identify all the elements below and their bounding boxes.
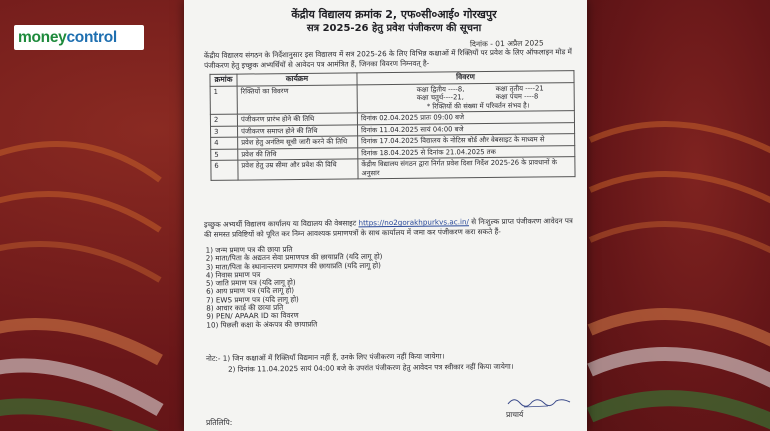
- row-details: दिनांक 18.04.2025 से दिनांक 21.04.2025 तक: [358, 145, 575, 159]
- row-program: प्रवेश हेतु अनंतिम सूची जारी करने की तिथि: [238, 136, 358, 149]
- decorative-tricolor-swirl-left: [0, 40, 200, 431]
- list-item: 4) निवास प्रमाण पत्र: [205, 269, 261, 280]
- schedule-table: [209, 70, 575, 181]
- row-program: प्रवेश हेतु उम्र सीमा और प्रवेश की विधि: [238, 159, 358, 180]
- list-item: 6) आय प्रमाण पत्र (यदि लागू हो): [205, 286, 295, 297]
- list-item: 10) पिछली कक्षा के अंकपत्र की छायाप्रति: [206, 319, 318, 330]
- list-item: 3) माता/पिता के स्थानान्तरण प्रमाणपत्र की छायाप्रति (यदि लागू हो): [205, 260, 381, 272]
- copy-to-label: प्रतिलिपि:: [206, 418, 233, 427]
- row-serial: 2: [210, 114, 237, 126]
- document-date: दिनांक - 01 अप्रैल 2025: [469, 38, 544, 49]
- note-2: 2) दिनांक 11.04.2025 सायं 04:00 बजे के उपरांत पंजीकरण हेतु आवेदन पत्र स्वीकार नहीं किया जायेगा।: [228, 361, 514, 374]
- row-details: दिनांक 02.04.2025 प्रातः 09:00 बजे: [357, 111, 574, 125]
- row-program: पंजीकरण समाप्त होने की तिथि: [237, 124, 357, 137]
- required-documents-list: [206, 243, 507, 329]
- website-link[interactable]: https://no2gorakhpurkvs.ac.in/: [358, 217, 470, 228]
- vacancy-grid: [361, 84, 571, 103]
- row-serial: 4: [211, 137, 238, 149]
- notes-section: [206, 350, 576, 375]
- list-item: 9) PEN/ APAAR ID का विवरण: [206, 310, 299, 321]
- instructions-text-2: से निःशुल्क प्राप्त पंजीकरण आवेदन पत्र की समस्त प्रविष्टियों को पूरित कर निम्न आवश्यक प्रमाणपत्रों के साथ कार्यालय में जमा कर पंजीकरण करा सकते हैं-: [204, 216, 573, 239]
- row-serial: 3: [210, 126, 237, 138]
- list-item: 2) माता/पिता के अद्यतन सेवा प्रमाणपत्र की छायाप्रति (यदि लागू हो): [205, 252, 383, 263]
- document-subtitle: सत्र 2025-26 हेतु प्रवेश पंजीकरण की सूचना: [306, 23, 482, 34]
- list-item: 1) जन्म प्रमाण पत्र की छाया प्रति: [205, 244, 293, 255]
- vacancy-class-2: कक्षा द्वितीय ----8,: [416, 84, 465, 94]
- list-item: 5) जाति प्रमाण पत्र (यदि लागू हो): [205, 277, 296, 288]
- document-title: केंद्रीय विद्यालय क्रमांक 2, एफ०सी०आई० गोरखपुर: [291, 8, 497, 21]
- header-details: विवरण: [357, 71, 574, 85]
- row-serial: 1: [210, 86, 237, 115]
- intro-paragraph: केंद्रीय विद्यालय संगठन के निर्देशानुसार इस विद्यालय में सत्र 2025-26 के लिए विभिन्न कक्षाओं में रिक्तियों पर प्रवेश के लिए ऑफलाइन मोड में पंजीकरण हेतु इच्छुक अभ्यर्थियों से आवेदन पत्र आमंत्रित हैं, जिनका विवरण निम्नवत् है-: [203, 47, 573, 70]
- instructions-text-1: इच्छुक अभ्यर्थी विद्यालय कार्यालय या विद्यालय की वेबसाइट: [203, 218, 357, 229]
- row-details: केंद्रीय विद्यालय संगठन द्वारा निर्गत प्रवेश दिशा निर्देश 2025-26 के प्रावधानों के अनुसार: [358, 157, 575, 179]
- table-row: [211, 157, 575, 181]
- note-1: नोट:- 1) जिन कक्षाओं में रिक्तियाँ विद्यमान नहीं हैं, उनके लिए पंजीकरण नहीं किया जायेगा।: [205, 351, 445, 363]
- row-serial: 6: [211, 160, 238, 180]
- vacancy-class-4: कक्षा चतुर्थ----21,: [416, 93, 464, 102]
- list-item: 7) EWS प्रमाण पत्र (यदि लागू हो): [206, 294, 299, 305]
- table-row: [210, 82, 574, 114]
- vacancy-class-5: कक्षा पंचम ----8: [495, 92, 539, 101]
- logo-text-control: control: [66, 28, 117, 46]
- notice-document: [184, 0, 587, 431]
- vacancy-class-3: कक्षा तृतीय ----21: [495, 83, 544, 93]
- logo-text-money: money: [18, 28, 67, 46]
- row-program: प्रवेश की तिथि: [238, 147, 358, 160]
- row-program: पंजीकरण प्रारंभ होने की तिथि: [237, 113, 357, 126]
- header-serial: क्रमांक: [210, 74, 237, 86]
- row-details: [357, 82, 574, 113]
- instructions-paragraph: [204, 216, 579, 239]
- moneycontrol-logo[interactable]: [14, 25, 144, 50]
- header-program: कार्यक्रम: [237, 73, 357, 86]
- decorative-tricolor-swirl-right: [570, 30, 770, 431]
- principal-signature: [504, 393, 574, 409]
- vacancy-note: * रिक्तियों की संख्या में परिवर्तन संभव है।: [426, 101, 530, 111]
- principal-label: प्राचार्य: [506, 410, 524, 419]
- row-serial: 5: [211, 149, 238, 161]
- row-details: दिनांक 11.04.2025 सायं 04:00 बजे: [357, 122, 574, 136]
- list-item: 8) आधार कार्ड की छाया प्रति: [206, 302, 284, 313]
- row-program: रिक्तियों का विवरण: [237, 84, 357, 114]
- row-details: दिनांक 17.04.2025 विद्यालय के नोटिस बोर्ड और वेबसाइट के माध्यम से: [358, 134, 575, 148]
